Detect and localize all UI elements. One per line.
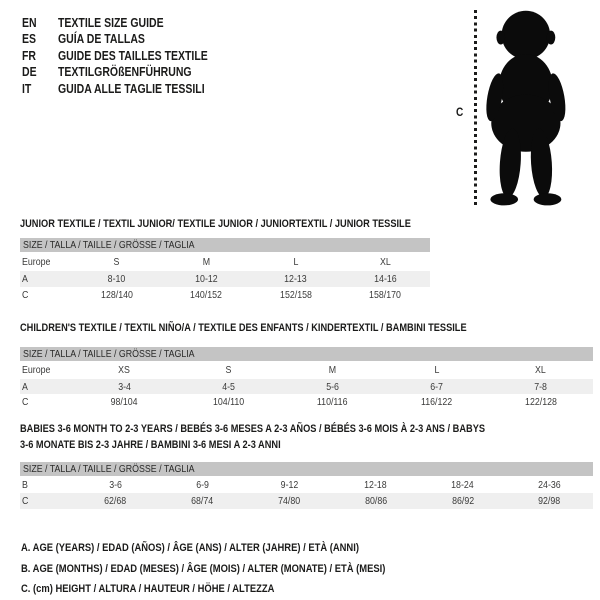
size-cell-value: 14-16	[373, 273, 397, 285]
table-size-header-text: SIZE / TALLA / TAILLE / GRÖSSE / TAGLIA	[23, 348, 195, 360]
size-cell-value: M	[328, 364, 337, 376]
footnote-line	[21, 579, 455, 600]
language-row	[22, 48, 236, 64]
size-cell	[280, 396, 384, 408]
language-list	[22, 15, 236, 97]
size-cell	[280, 364, 384, 376]
language-title	[58, 64, 217, 80]
height-label-text: C	[456, 105, 464, 119]
size-cell-value: 98/104	[110, 395, 138, 408]
size-cell	[506, 495, 593, 507]
size-cell	[162, 289, 252, 301]
size-cell-value: 86/92	[451, 495, 474, 507]
footnote-line	[21, 559, 455, 580]
size-cell-value: 5-6	[326, 380, 339, 393]
language-code	[22, 15, 58, 31]
table-size-header	[20, 238, 430, 252]
language-title-text: TEXTILGRÖßENFÜHRUNG	[58, 65, 192, 80]
size-cell-value: 8-10	[107, 273, 126, 285]
table-row	[20, 476, 593, 493]
section-title	[20, 321, 552, 337]
table-size-header-text: SIZE / TALLA / TAILLE / GRÖSSE / TAGLIA	[23, 239, 195, 251]
size-cell	[176, 381, 280, 393]
size-cell-value: 122/128	[524, 395, 557, 408]
size-cell	[385, 396, 489, 408]
row-label-text: A	[22, 273, 28, 285]
size-cell	[246, 479, 333, 491]
size-cell	[489, 396, 593, 408]
height-measure-label	[456, 105, 465, 119]
language-title	[58, 31, 161, 47]
language-row	[22, 31, 236, 47]
baby-silhouette-icon	[481, 9, 569, 208]
language-title-text: GUIDA ALLE TAGLIE TESSILI	[58, 81, 205, 96]
size-cell	[72, 495, 159, 507]
row-label	[20, 364, 72, 376]
row-label-text: Europe	[22, 364, 51, 376]
row-label-text: B	[22, 478, 28, 491]
row-label-text: C	[22, 395, 29, 408]
size-cell-value: 18-24	[451, 478, 475, 491]
size-cell	[251, 256, 341, 268]
size-cell-value: 9-12	[280, 478, 298, 491]
size-cell	[251, 289, 341, 301]
section-title-text: BABIES 3-6 MONTH TO 2-3 YEARS / BEBÉS 3-6 MESES A 2-3 AÑOS / BÉBÉS 3-6 MOIS À 2-3 ANS / BABYS 3-6 MONATE BIS 2-3 JAHRE / BAMBINI 3-6 MESI A 2-3 ANNI	[20, 423, 486, 451]
section-title	[20, 422, 580, 453]
size-cell-value: 10-12	[194, 273, 218, 285]
size-cell-value: 6-7	[430, 380, 444, 393]
size-cell-value: S	[225, 364, 232, 376]
size-cell-value: 7-8	[534, 380, 548, 393]
size-table	[20, 462, 593, 509]
language-code	[22, 31, 58, 47]
size-cell-value: 104/110	[212, 395, 244, 408]
size-cell-value: 3-6	[109, 478, 122, 491]
size-cell-value: 68/74	[191, 495, 214, 507]
row-label	[20, 381, 72, 393]
table-row	[20, 394, 593, 409]
footnote-line	[21, 538, 455, 559]
row-label-text: C	[22, 289, 29, 301]
size-cell	[341, 289, 431, 301]
size-cell-value: 12-13	[284, 273, 308, 285]
size-table	[20, 238, 430, 303]
language-code-text: ES	[22, 32, 37, 47]
section-title-text: JUNIOR TEXTILE / TEXTIL JUNIOR/ TEXTILE JUNIOR / JUNIORTEXTIL / JUNIOR TESSILE	[20, 218, 411, 230]
section-title	[20, 217, 485, 233]
size-cell-value: 24-36	[538, 478, 561, 491]
size-cell	[159, 479, 246, 491]
size-cell-value: 140/152	[190, 289, 223, 301]
language-code	[22, 81, 58, 97]
table-row	[20, 361, 593, 379]
size-cell-value: 74/80	[278, 495, 301, 507]
language-code-text: IT	[22, 81, 32, 96]
table-row	[20, 287, 430, 303]
size-cell	[246, 495, 333, 507]
row-label	[20, 289, 72, 301]
size-cell-value: 128/140	[100, 289, 133, 301]
size-cell	[72, 396, 176, 408]
row-label	[20, 495, 72, 507]
size-cell	[332, 479, 419, 491]
language-title-text: GUIDE DES TAILLES TEXTILE	[58, 48, 208, 63]
size-cell-value: L	[434, 364, 440, 376]
language-code-text: FR	[22, 48, 37, 63]
height-figure	[440, 0, 600, 215]
size-cell	[162, 256, 252, 268]
row-label	[20, 256, 72, 268]
row-label-text: Europe	[22, 255, 51, 268]
size-cell-value: S	[113, 255, 120, 268]
table-row	[20, 252, 430, 271]
size-cell-value: 12-18	[364, 478, 388, 491]
size-cell	[162, 273, 252, 285]
size-cell	[72, 256, 162, 268]
table-size-header-text: SIZE / TALLA / TAILLE / GRÖSSE / TAGLIA	[23, 463, 195, 475]
table-row	[20, 271, 430, 287]
size-cell	[251, 273, 341, 285]
size-cell-value: 3-4	[117, 380, 131, 393]
size-cell-value: 62/68	[104, 495, 127, 507]
size-cell-value: 110/116	[317, 395, 348, 408]
table-row	[20, 379, 593, 394]
size-cell-value: 158/170	[369, 289, 402, 301]
language-title	[58, 48, 236, 64]
size-cell	[72, 364, 176, 376]
size-cell	[72, 479, 159, 491]
row-label	[20, 396, 72, 408]
size-cell-value: 92/98	[538, 495, 561, 507]
size-cell-value: 4-5	[221, 380, 235, 393]
language-title-text: GUÍA DE TALLAS	[58, 32, 145, 47]
size-cell	[341, 256, 431, 268]
size-cell	[385, 381, 489, 393]
size-cell-value: XL	[379, 255, 391, 268]
size-cell	[489, 364, 593, 376]
height-measure-dashed-line	[474, 10, 477, 208]
row-label-text: C	[22, 495, 29, 507]
language-row	[22, 15, 236, 31]
row-label	[20, 273, 72, 285]
size-cell	[385, 364, 489, 376]
size-table	[20, 347, 593, 409]
size-cell	[419, 479, 506, 491]
size-cell-value: XS	[118, 364, 130, 376]
size-cell	[489, 381, 593, 393]
size-cell-value: 152/158	[279, 289, 312, 301]
table-size-header	[20, 347, 593, 361]
language-code-text: EN	[22, 16, 37, 30]
size-cell-value: 80/86	[364, 495, 387, 507]
size-cell-value: M	[202, 255, 210, 268]
baby-silhouette-shape	[483, 11, 568, 206]
table-size-header	[20, 462, 593, 476]
size-cell	[72, 273, 162, 285]
language-code-text: DE	[22, 65, 37, 80]
size-cell	[176, 364, 280, 376]
footnote-text: A. AGE (YEARS) / EDAD (AÑOS) / ÂGE (ANS) / ALTER (JAHRE) / ETÀ (ANNI)	[21, 542, 359, 554]
row-label-text: A	[22, 380, 28, 393]
footnotes	[21, 538, 455, 600]
footnote-text: C. (cm) HEIGHT / ALTURA / HAUTEUR / HÖHE / ALTEZZA	[21, 583, 275, 595]
language-title	[58, 81, 233, 97]
language-row	[22, 64, 236, 80]
table-row	[20, 493, 593, 509]
size-cell	[159, 495, 246, 507]
language-title-text: TEXTILE SIZE GUIDE	[58, 16, 164, 30]
section-title-text: CHILDREN'S TEXTILE / TEXTIL NIÑO/A / TEXTILE DES ENFANTS / KINDERTEXTIL / BAMBINI TESSILE	[20, 322, 467, 334]
size-cell	[72, 381, 176, 393]
language-code	[22, 64, 58, 80]
size-cell	[341, 273, 431, 285]
size-cell-value: 116/122	[421, 395, 453, 408]
size-cell	[506, 479, 593, 491]
size-cell-value: XL	[535, 364, 547, 376]
language-title	[58, 15, 184, 31]
language-code	[22, 48, 58, 64]
footnote-text: B. AGE (MONTHS) / EDAD (MESES) / ÂGE (MOIS) / ALTER (MONATE) / ETÀ (MESI)	[21, 562, 386, 575]
size-cell	[176, 396, 280, 408]
size-cell	[72, 289, 162, 301]
size-cell	[419, 495, 506, 507]
row-label	[20, 479, 72, 491]
language-row	[22, 81, 236, 97]
size-cell-value: L	[293, 255, 299, 268]
size-cell	[280, 381, 384, 393]
size-cell	[332, 495, 419, 507]
size-cell-value: 6-9	[195, 478, 209, 491]
